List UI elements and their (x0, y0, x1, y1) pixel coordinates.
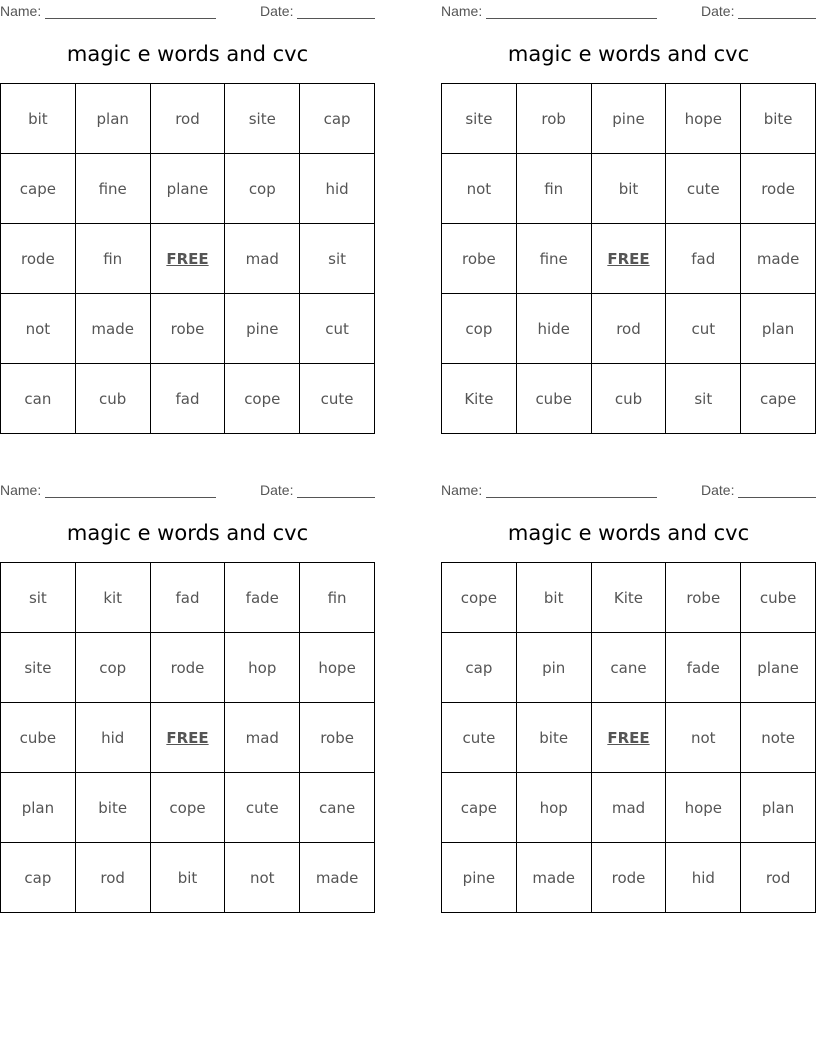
name-blank (486, 483, 657, 498)
bingo-cell: bit (517, 563, 592, 633)
bingo-cell: rode (151, 633, 226, 703)
bingo-cell: cope (442, 563, 517, 633)
card-title: magic e words and cvc (66, 42, 309, 66)
bingo-cell: cube (1, 703, 76, 773)
bingo-cell: cube (517, 364, 592, 434)
name-blank (486, 4, 657, 19)
bingo-cell: cape (1, 154, 76, 224)
bingo-cell: plan (1, 773, 76, 843)
bingo-cell: fad (151, 563, 226, 633)
card-title: magic e words and cvc (507, 42, 750, 66)
name-blank (45, 483, 216, 498)
bingo-cell: fine (76, 154, 151, 224)
bingo-cell: cope (225, 364, 300, 434)
bingo-cell: mad (225, 224, 300, 294)
name-blank (45, 4, 216, 19)
bingo-cell: fad (151, 364, 226, 434)
bingo-cell: cut (666, 294, 741, 364)
bingo-cell: cub (592, 364, 667, 434)
bingo-cell: cop (225, 154, 300, 224)
bingo-cell: robe (666, 563, 741, 633)
bingo-cell: pine (225, 294, 300, 364)
bingo-cell: not (442, 154, 517, 224)
bingo-cell: sit (666, 364, 741, 434)
bingo-grid (441, 83, 816, 434)
bingo-cell: hide (517, 294, 592, 364)
bingo-cell: cape (741, 364, 816, 434)
free-space-cell: FREE (151, 703, 226, 773)
bingo-cell: site (1, 633, 76, 703)
bingo-cell: plan (76, 84, 151, 154)
bingo-cell: hid (666, 843, 741, 913)
bingo-cell: cop (76, 633, 151, 703)
bingo-cell: plane (741, 633, 816, 703)
bingo-cell: cute (225, 773, 300, 843)
bingo-cell: hid (300, 154, 375, 224)
bingo-grid (0, 562, 375, 913)
name-label: Name: (441, 3, 483, 19)
bingo-cell: not (666, 703, 741, 773)
bingo-cell: bite (741, 84, 816, 154)
bingo-cell: rod (741, 843, 816, 913)
date-blank (297, 483, 375, 498)
name-line (441, 3, 657, 19)
bingo-cell: made (741, 224, 816, 294)
bingo-cell: hop (225, 633, 300, 703)
name-label: Name: (0, 482, 42, 498)
bingo-cell: cape (442, 773, 517, 843)
bingo-cell: cop (442, 294, 517, 364)
bingo-cell: not (225, 843, 300, 913)
bingo-cell: site (442, 84, 517, 154)
date-line (260, 482, 375, 498)
bingo-cell: cub (76, 364, 151, 434)
bingo-cell: pine (592, 84, 667, 154)
bingo-cell: rod (76, 843, 151, 913)
card-title: magic e words and cvc (66, 521, 309, 545)
bingo-cell: not (1, 294, 76, 364)
bingo-cell: robe (300, 703, 375, 773)
date-blank (738, 4, 816, 19)
bingo-cell: cube (741, 563, 816, 633)
bingo-cell: plane (151, 154, 226, 224)
date-line (701, 3, 816, 19)
bingo-card-3 (0, 479, 375, 913)
bingo-cell: fade (225, 563, 300, 633)
name-line (0, 482, 216, 498)
bingo-cell: cane (300, 773, 375, 843)
name-label: Name: (441, 482, 483, 498)
bingo-cell: hope (666, 84, 741, 154)
bingo-cell: fine (517, 224, 592, 294)
date-blank (297, 4, 375, 19)
bingo-cell: cane (592, 633, 667, 703)
bingo-cell: hop (517, 773, 592, 843)
bingo-cell: made (300, 843, 375, 913)
bingo-cell: fin (300, 563, 375, 633)
free-space-cell: FREE (592, 224, 667, 294)
bingo-card-4 (441, 479, 816, 913)
bingo-cell: sit (300, 224, 375, 294)
bingo-cell: bite (76, 773, 151, 843)
name-line (441, 482, 657, 498)
bingo-cell: made (517, 843, 592, 913)
bingo-cell: rode (592, 843, 667, 913)
date-line (701, 482, 816, 498)
bingo-grid (441, 562, 816, 913)
bingo-cell: rod (592, 294, 667, 364)
bingo-cell: pin (517, 633, 592, 703)
bingo-cell: bit (592, 154, 667, 224)
bingo-cell: plan (741, 294, 816, 364)
free-space-cell: FREE (151, 224, 226, 294)
bingo-cell: cute (300, 364, 375, 434)
bingo-cell: plan (741, 773, 816, 843)
free-space-cell: FREE (592, 703, 667, 773)
bingo-cell: bit (1, 84, 76, 154)
bingo-cell: cap (1, 843, 76, 913)
name-label: Name: (0, 3, 42, 19)
date-label: Date: (701, 3, 735, 19)
date-line (260, 3, 375, 19)
bingo-cell: mad (225, 703, 300, 773)
bingo-cell: site (225, 84, 300, 154)
date-label: Date: (701, 482, 735, 498)
bingo-cell: made (76, 294, 151, 364)
bingo-cell: hope (666, 773, 741, 843)
bingo-cell: bite (517, 703, 592, 773)
bingo-cell: fade (666, 633, 741, 703)
bingo-cell: bit (151, 843, 226, 913)
bingo-cell: can (1, 364, 76, 434)
bingo-cell: fad (666, 224, 741, 294)
date-blank (738, 483, 816, 498)
date-label: Date: (260, 3, 294, 19)
bingo-cell: kit (76, 563, 151, 633)
card-title: magic e words and cvc (507, 521, 750, 545)
bingo-cell: mad (592, 773, 667, 843)
bingo-cell: cope (151, 773, 226, 843)
name-line (0, 3, 216, 19)
bingo-cell: cap (300, 84, 375, 154)
bingo-cell: pine (442, 843, 517, 913)
bingo-grid (0, 83, 375, 434)
bingo-cell: fin (517, 154, 592, 224)
bingo-cell: Kite (592, 563, 667, 633)
bingo-cell: cute (666, 154, 741, 224)
bingo-cell: rode (741, 154, 816, 224)
bingo-cell: rod (151, 84, 226, 154)
bingo-cell: Kite (442, 364, 517, 434)
bingo-cell: cut (300, 294, 375, 364)
bingo-cell: robe (442, 224, 517, 294)
bingo-cell: rob (517, 84, 592, 154)
bingo-cell: cap (442, 633, 517, 703)
bingo-cell: robe (151, 294, 226, 364)
date-label: Date: (260, 482, 294, 498)
bingo-cell: fin (76, 224, 151, 294)
bingo-cell: cute (442, 703, 517, 773)
bingo-cell: sit (1, 563, 76, 633)
bingo-cell: note (741, 703, 816, 773)
bingo-cell: rode (1, 224, 76, 294)
bingo-card-1 (0, 0, 375, 434)
bingo-cell: hope (300, 633, 375, 703)
bingo-cell: hid (76, 703, 151, 773)
bingo-card-2 (441, 0, 816, 434)
